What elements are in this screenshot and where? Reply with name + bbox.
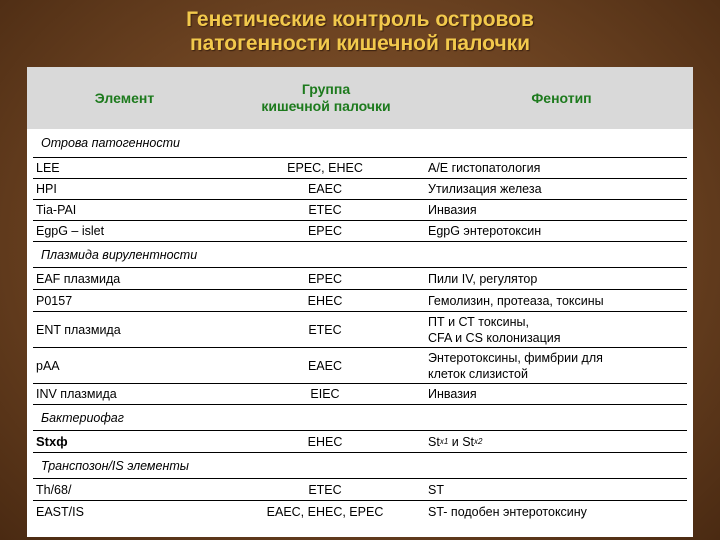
header-group bbox=[222, 67, 430, 129]
title-line-1: Генетические контроль островов bbox=[186, 8, 534, 31]
table-panel bbox=[27, 67, 693, 537]
cell-group: EHEC bbox=[307, 293, 343, 308]
table-row bbox=[33, 221, 687, 242]
phenotype-line: CFA и CS колонизация bbox=[428, 330, 561, 345]
table-row bbox=[33, 200, 687, 221]
cell-phenotype: Инвазия bbox=[428, 203, 477, 217]
cell-group: EAEC, EHEC, EPEC bbox=[266, 505, 384, 519]
phenotype-and-st: и St bbox=[448, 434, 475, 449]
table-row bbox=[33, 290, 687, 312]
cell-element: ENT плазмида bbox=[36, 322, 121, 337]
cell-phenotype: A/E гистопатология bbox=[428, 161, 541, 175]
slide-title bbox=[0, 8, 720, 56]
table-header bbox=[27, 67, 693, 129]
cell-phenotype: ST- подобен энтеротоксину bbox=[428, 505, 587, 519]
cell-group: EPEC, EHEC bbox=[287, 161, 363, 175]
table-row bbox=[33, 179, 687, 200]
cell-phenotype: EgpG энтеротоксин bbox=[428, 224, 542, 238]
table-row bbox=[33, 501, 687, 523]
cell-phenotype: Пили IV, регулятор bbox=[428, 271, 538, 286]
cell-element: EAST/IS bbox=[36, 505, 84, 519]
title-line-2: патогенности кишечной палочки bbox=[189, 32, 531, 55]
table-row bbox=[33, 268, 687, 290]
cell-group: EAEC bbox=[307, 358, 343, 373]
cell-element: P0157 bbox=[36, 293, 73, 308]
cell-group: EHEC bbox=[307, 434, 343, 449]
cell-group: EAEC bbox=[307, 182, 343, 196]
subscript-x2: x2 bbox=[474, 436, 483, 446]
table-row bbox=[33, 158, 687, 179]
cell-element: Stxф bbox=[36, 434, 68, 449]
header-group-line2: кишечной палочки bbox=[261, 98, 391, 114]
cell-group: ETEC bbox=[308, 482, 342, 497]
cell-element: Th/68/ bbox=[36, 482, 72, 497]
table-row bbox=[33, 431, 687, 453]
table-body bbox=[33, 129, 687, 523]
phenotype-line: Энтеротоксины, фимбрии для bbox=[428, 350, 603, 365]
cell-element: INV плазмида bbox=[36, 387, 117, 401]
section-virulence-plasmids: Плазмида вирулентности bbox=[33, 242, 687, 268]
section-transposons: Транспозон/IS элементы bbox=[33, 453, 687, 479]
header-phenotype: Фенотип bbox=[531, 89, 592, 106]
section-pathogenicity-islands: Отрова патогенности bbox=[33, 129, 687, 158]
cell-element: EgpG – islet bbox=[36, 224, 105, 238]
phenotype-line: ПТ и СТ токсины, bbox=[428, 314, 530, 329]
table-row bbox=[33, 312, 687, 348]
cell-group: EPEC bbox=[307, 224, 343, 238]
cell-group: EPEC bbox=[307, 271, 343, 286]
cell-phenotype: Утилизация железа bbox=[428, 182, 542, 196]
section-bacteriophage: Бактериофаг bbox=[33, 405, 687, 431]
table-row bbox=[33, 348, 687, 384]
cell-element: Tia-PAI bbox=[36, 203, 77, 217]
phenotype-st: St bbox=[428, 434, 440, 449]
cell-phenotype: Инвазия bbox=[428, 387, 477, 401]
table-row bbox=[33, 384, 687, 405]
cell-group: ETEC bbox=[308, 322, 342, 337]
cell-element: HPI bbox=[36, 182, 57, 196]
header-group-line1: Группа bbox=[301, 81, 351, 97]
cell-phenotype: ST bbox=[428, 482, 444, 497]
cell-phenotype: Гемолизин, протеаза, токсины bbox=[428, 293, 604, 308]
subscript-x1: x1 bbox=[439, 436, 449, 446]
cell-phenotype bbox=[425, 312, 687, 347]
header-element: Элемент bbox=[94, 89, 155, 106]
cell-element: LEE bbox=[36, 161, 60, 175]
table-row bbox=[33, 479, 687, 501]
cell-group: ETEC bbox=[308, 203, 342, 217]
cell-element: pAA bbox=[36, 358, 60, 373]
phenotype-line: клеток слизистой bbox=[428, 366, 528, 381]
cell-element: EAF плазмида bbox=[36, 271, 121, 286]
cell-group: EIEC bbox=[310, 387, 340, 401]
cell-phenotype bbox=[425, 348, 687, 383]
cell-phenotype bbox=[425, 431, 687, 452]
